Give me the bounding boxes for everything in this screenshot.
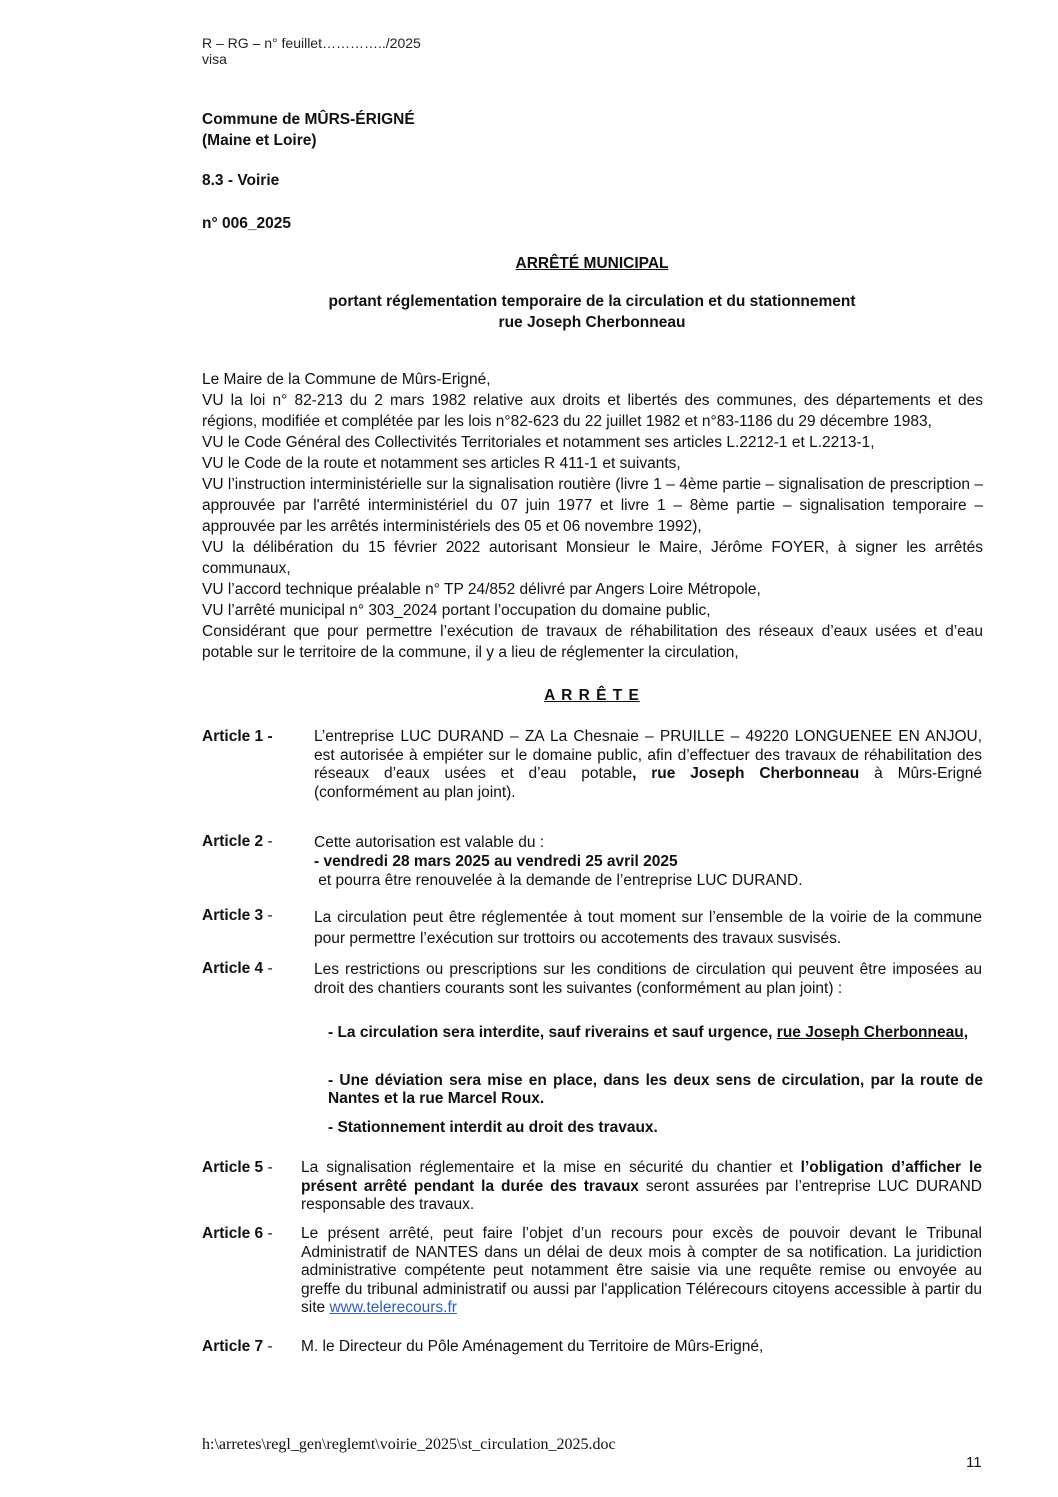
article-3-body: La circulation peut être réglementée à tout moment sur l’ensemble de la voirie de la commune pour permettre l’exécution sur trottoirs ou accotements des travaux susvisés. (314, 909, 982, 947)
article-5-label-text: Article 5 (202, 1159, 264, 1176)
article-4-body: Les restrictions ou prescriptions sur les conditions de circulation qui peuvent être imposées au droit des chantiers courants sont les suivantes (conformément au plan joint) : (314, 961, 982, 997)
commune-dept: (Maine et Loire) (202, 132, 317, 149)
article-4-dash: - (263, 960, 273, 977)
preamble-line: VU l’arrêté municipal n° 303_2024 portant l’occupation du domaine public, (202, 602, 711, 619)
article-4-item-1 (328, 1024, 983, 1042)
preamble-line: VU le Code de la route et notamment ses articles R 411-1 et suivants, (202, 455, 681, 472)
article-7-label (202, 1338, 273, 1356)
subtitle-line-2: rue Joseph Cherbonneau (498, 314, 686, 331)
document-header (202, 35, 421, 67)
article-2-label (202, 833, 273, 851)
article-5-body (301, 1159, 982, 1215)
article-5-obligation: l’obligation d’afficher le présent arrêté pendant la durée des travaux (301, 1159, 982, 1195)
preamble-line: VU le Code Général des Collectivités Territoriales et notamment ses articles L.2212-1 et L.2213-1, (202, 434, 875, 451)
preamble-line: VU la loi n° 82-213 du 2 mars 1982 relative aux droits et libertés des communes, des départements et des régions, modifiée et complétée par les lois n°82-623 du 22 juillet 1982 et n°83-1186 du 29 décembre 1983, (202, 392, 983, 430)
feuillet-line: R – RG – n° feuillet…………../2025 (202, 35, 421, 51)
article-7-label-text: Article 7 (202, 1338, 264, 1355)
article-3-dash: - (263, 907, 273, 924)
file-path-footer: h:\arretes\regl_gen\reglemt\voirie_2025\st_circulation_2025.doc (202, 1436, 616, 1453)
article-4-label-text: Article 4 (202, 960, 264, 977)
preamble-line: VU l’instruction interministérielle sur la signalisation routière (livre 1 – 4ème partie – signalisation de prescription – approuvée par l'arrêté interministériel du 07 juin 1977 et livre 1 – 8ème partie – signalisation temporaire – approuvée par les arrêtés interministériels des 05 et 06 novembre 1992), (202, 476, 983, 535)
article-4-item-1-street: rue Joseph Cherbonneau, (776, 1024, 968, 1041)
preamble-line: VU la délibération du 15 février 2022 autorisant Monsieur le Maire, Jérôme FOYER, à signer les arrêtés communaux, (202, 539, 983, 577)
article-2-line-1: Cette autorisation est valable du : (314, 834, 545, 851)
article-1-body (314, 728, 982, 802)
preamble-line: Le Maire de la Commune de Mûrs-Erigné, (202, 371, 491, 388)
preamble-line: VU l’accord technique préalable n° TP 24/852 délivré par Angers Loire Métropole, (202, 581, 761, 598)
article-6-label-text: Article 6 (202, 1225, 264, 1242)
article-6-dash: - (263, 1225, 273, 1242)
category: 8.3 - Voirie (202, 172, 280, 189)
telerecours-link[interactable]: www.telerecours.fr (329, 1299, 457, 1316)
page-number: 11 (966, 1454, 982, 1471)
subtitle-line-1: portant réglementation temporaire de la circulation et du stationnement (328, 293, 856, 310)
article-7-body: M. le Directeur du Pôle Aménagement du Territoire de Mûrs-Erigné, (301, 1338, 764, 1355)
page-title: ARRÊTÉ MUNICIPAL (515, 255, 669, 272)
article-4-label (202, 960, 273, 978)
arrete-heading: A R R Ê T E (544, 687, 640, 704)
article-2-line-3: et pourra être renouvelée à la demande de l’entreprise LUC DURAND. (314, 872, 803, 889)
article-3-label-text: Article 3 (202, 907, 264, 924)
article-5-text-end: seront assurées par l’entreprise LUC DURAND responsable des travaux. (301, 1177, 982, 1213)
article-3-label (202, 907, 273, 925)
preamble (202, 369, 983, 663)
article-2-body (314, 833, 982, 890)
article-4-item-1-text: - La circulation sera interdite, sauf riverains et sauf urgence, (328, 1024, 777, 1041)
article-6-body (301, 1225, 982, 1318)
article-5-dash: - (263, 1159, 273, 1176)
article-2-dash: - (263, 833, 273, 850)
subtitle (202, 291, 982, 333)
article-6-label (202, 1225, 273, 1243)
article-1-street: , rue Joseph Cherbonneau (632, 765, 860, 782)
article-2-dates: - vendredi 28 mars 2025 au vendredi 25 avril 2025 (314, 853, 678, 870)
article-4-item-3: - Stationnement interdit au droit des travaux. (328, 1119, 658, 1136)
article-7-dash: - (263, 1338, 273, 1355)
preamble-line: Considérant que pour permettre l’exécution de travaux de réhabilitation des réseaux d’eaux usées et d’eau potable sur le territoire de la commune, il y a lieu de réglementer la circulation, (202, 623, 983, 661)
article-1-label: Article 1 - (202, 728, 273, 745)
article-6-text: Le présent arrêté, peut faire l’objet d’un recours pour excès de pouvoir devant le Tribunal Administratif de NANTES dans un délai de deux mois à compter de sa notification. La juridiction administrative compétente peut notamment être saisie via une requête remise ou envoyée au greffe du tribunal administratif ou aussi par l'application Télérecours citoyens accessible à partir du site (301, 1225, 982, 1316)
arrete-number: n° 006_2025 (202, 215, 291, 232)
article-2-label-text: Article 2 (202, 833, 264, 850)
commune-block (202, 109, 415, 151)
article-4-item-2: - Une déviation sera mise en place, dans les deux sens de circulation, par la route de Nantes et la rue Marcel Roux. (328, 1072, 983, 1107)
article-1-text: L’entreprise LUC DURAND – ZA La Chesnaie – PRUILLE – 49220 LONGUENEE EN ANJOU, est autorisée à empiéter sur le domaine public, afin d’effectuer des travaux de réhabilitation des réseaux d’eaux usées et d’eau potable (314, 728, 982, 782)
article-5-text: La signalisation réglementaire et la mise en sécurité du chantier et (301, 1159, 801, 1176)
visa-line: visa (202, 51, 227, 67)
commune-name: Commune de MÛRS-ÉRIGNÉ (202, 111, 415, 128)
article-5-label (202, 1159, 273, 1177)
article-1-text-end: à Mûrs-Erigné (conformément au plan joint). (314, 765, 982, 801)
